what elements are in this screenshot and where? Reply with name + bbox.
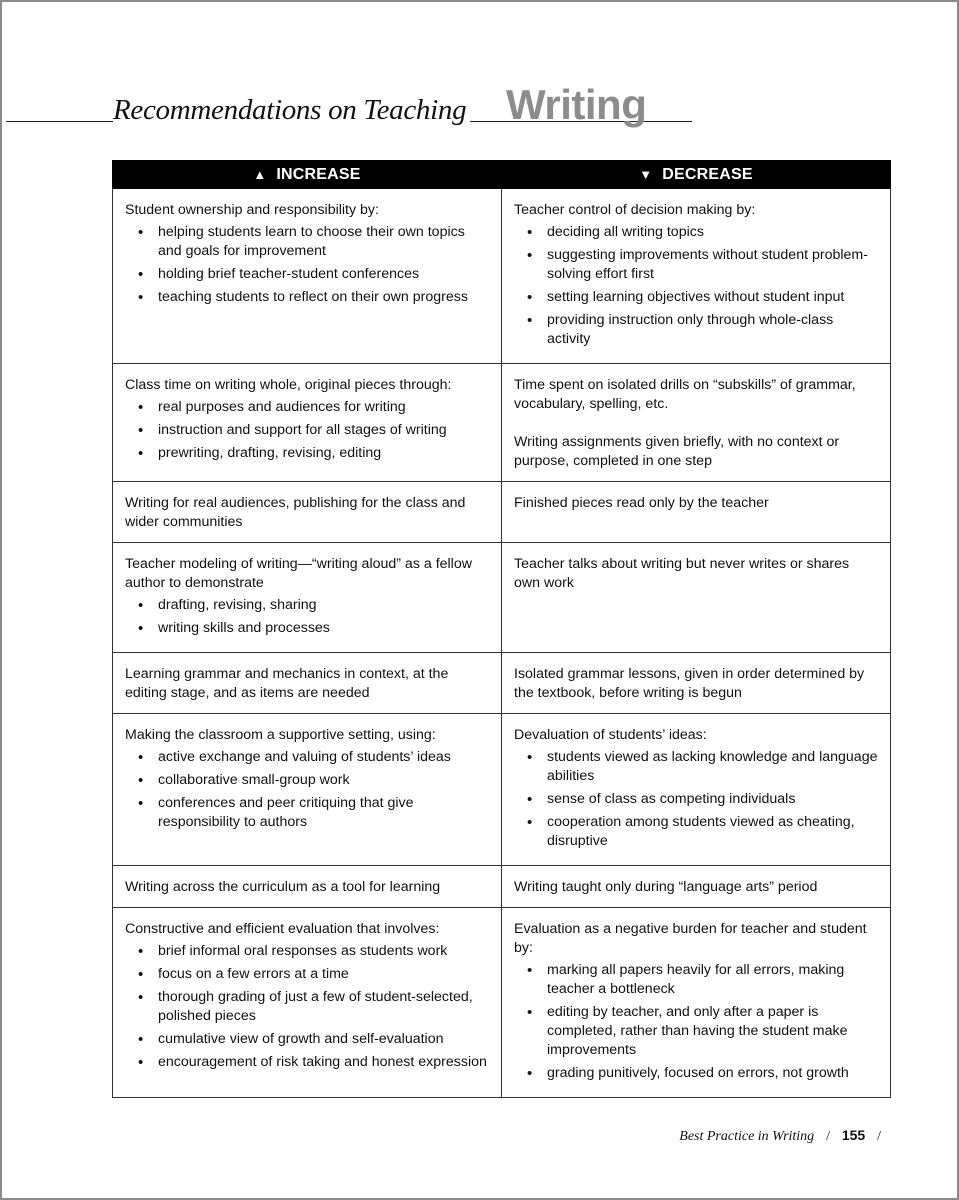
decrease-cell (502, 543, 891, 653)
cell-text: Writing taught only during “language arts” period (514, 879, 818, 895)
bullet-list (125, 942, 489, 1072)
decrease-cell (502, 364, 891, 482)
increase-cell (113, 482, 502, 543)
bullet-list (125, 398, 489, 463)
cell-text: Constructive and efficient evaluation that involves: (125, 921, 440, 937)
table-row (113, 866, 891, 908)
cell-text: Finished pieces read only by the teacher (514, 495, 769, 511)
footer-separator: / (826, 1129, 830, 1144)
table-row (113, 714, 891, 866)
cell-text: Teacher modeling of writing—“writing aloud” as a fellow author to demonstrate (125, 556, 472, 591)
increase-cell (113, 714, 502, 866)
list-item: • setting learning objectives without student input (547, 288, 878, 307)
list-item: • students viewed as lacking knowledge and language abilities (547, 748, 878, 786)
bullet-list (514, 961, 878, 1083)
cell-text: Teacher control of decision making by: (514, 202, 756, 218)
cell-text: Writing for real audiences, publishing for the class and wider communities (125, 495, 466, 530)
increase-header (113, 161, 502, 189)
cell-text: Isolated grammar lessons, given in order determined by the textbook, before writing is begun (514, 666, 865, 701)
list-item: • providing instruction only through whole-class activity (547, 311, 878, 349)
list-item: • cooperation among students viewed as cheating, disruptive (547, 813, 878, 851)
list-item: • conferences and peer critiquing that give responsibility to authors (158, 794, 489, 832)
cell-text: Time spent on isolated drills on “subskills” of grammar, vocabulary, spelling, etc. (514, 377, 856, 412)
triangle-down-icon: ▼ (639, 167, 653, 182)
list-item: • focus on a few errors at a time (158, 965, 489, 984)
decrease-header (502, 161, 891, 189)
cell-text: Writing across the curriculum as a tool for learning (125, 879, 441, 895)
table-header-row (113, 161, 891, 189)
list-item: • grading punitively, focused on errors, not growth (547, 1064, 878, 1083)
list-item: • brief informal oral responses as students work (158, 942, 489, 961)
cell-text: Evaluation as a negative burden for teacher and student by: (514, 921, 867, 956)
heading-bold: Writing (506, 81, 647, 128)
list-item: • holding brief teacher-student conferences (158, 265, 489, 284)
list-item: • cumulative view of growth and self-evaluation (158, 1030, 489, 1049)
bullet-list (514, 748, 878, 851)
list-item: • sense of class as competing individuals (547, 790, 878, 809)
page-footer (679, 1127, 889, 1145)
triangle-up-icon: ▲ (253, 167, 267, 182)
list-item: • teaching students to reflect on their own progress (158, 288, 489, 307)
list-item: • collaborative small-group work (158, 771, 489, 790)
increase-cell (113, 866, 502, 908)
table-row (113, 653, 891, 714)
recommendations-table (112, 160, 891, 1098)
increase-label: INCREASE (276, 166, 361, 183)
increase-cell (113, 543, 502, 653)
bullet-list (125, 748, 489, 832)
cell-text: Teacher talks about writing but never writes or shares own work (514, 556, 850, 591)
decrease-cell (502, 482, 891, 543)
table-row (113, 364, 891, 482)
list-item: • thorough grading of just a few of student-selected, polished pieces (158, 988, 489, 1026)
list-item: • instruction and support for all stages of writing (158, 421, 489, 440)
increase-cell (113, 189, 502, 364)
cell-text: Student ownership and responsibility by: (125, 202, 379, 218)
list-item: • suggesting improvements without student problem-solving effort first (547, 246, 878, 284)
footer-book-title: Best Practice in Writing (679, 1129, 815, 1144)
table-row (113, 189, 891, 364)
list-item: • prewriting, drafting, revising, editing (158, 444, 489, 463)
page-number: 155 (841, 1127, 866, 1143)
cell-text: Class time on writing whole, original pieces through: (125, 377, 452, 393)
list-item: • editing by teacher, and only after a paper is completed, rather than having the student make improvements (547, 1003, 878, 1060)
table-row (113, 482, 891, 543)
bullet-list (125, 223, 489, 307)
increase-cell (113, 364, 502, 482)
increase-cell (113, 908, 502, 1098)
decrease-cell (502, 908, 891, 1098)
heading-italic: Recommendations on Teaching (113, 94, 470, 127)
bullet-list (125, 596, 489, 638)
footer-trailing-separator: / (877, 1129, 881, 1144)
list-item: • active exchange and valuing of students’ ideas (158, 748, 489, 767)
table-row (113, 543, 891, 653)
cell-text: Learning grammar and mechanics in context, at the editing stage, and as items are needed (125, 666, 449, 701)
list-item: • deciding all writing topics (547, 223, 878, 242)
cell-text: Making the classroom a supportive setting, using: (125, 727, 436, 743)
cell-text: Devaluation of students’ ideas: (514, 727, 707, 743)
page-heading (0, 81, 692, 128)
bullet-list (514, 223, 878, 349)
decrease-cell (502, 653, 891, 714)
list-item: • drafting, revising, sharing (158, 596, 489, 615)
decrease-cell (502, 866, 891, 908)
increase-cell (113, 653, 502, 714)
list-item: • writing skills and processes (158, 619, 489, 638)
cell-text: Writing assignments given briefly, with no context or purpose, completed in one step (514, 434, 840, 469)
table-row (113, 908, 891, 1098)
list-item: • marking all papers heavily for all errors, making teacher a bottleneck (547, 961, 878, 999)
list-item: • real purposes and audiences for writing (158, 398, 489, 417)
decrease-cell (502, 714, 891, 866)
decrease-cell (502, 189, 891, 364)
list-item: • helping students learn to choose their own topics and goals for improvement (158, 223, 489, 261)
list-item: • encouragement of risk taking and honest expression (158, 1053, 489, 1072)
decrease-label: DECREASE (662, 166, 753, 183)
